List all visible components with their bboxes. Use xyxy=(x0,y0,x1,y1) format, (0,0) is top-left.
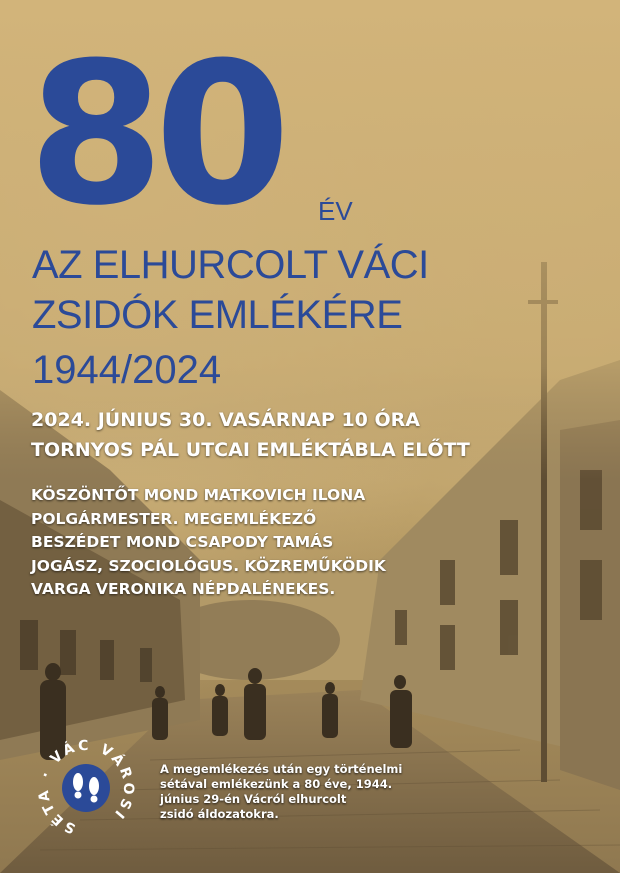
footnote-line: sétával emlékezünk a 80 éve, 1944. xyxy=(160,777,393,791)
footnote-line: A megemlékezés után egy történelmi xyxy=(160,762,403,776)
headline-line-1: AZ ELHURCOLT VÁCI xyxy=(32,243,429,287)
anniversary-suffix: ÉV xyxy=(318,196,353,226)
description-line: KÖSZÖNTŐT MOND MATKOVICH ILONA xyxy=(31,486,366,504)
event-date-time: 2024. JÚNIUS 30. VASÁRNAP 10 ÓRA xyxy=(31,409,421,431)
anniversary-number: 80 xyxy=(28,21,281,249)
event-location: TORNYOS PÁL UTCAI EMLÉKTÁBLA ELŐTT xyxy=(31,439,470,461)
footnote-line: június 29-én Vácról elhurcolt xyxy=(160,792,347,806)
logo-ring-text: SÉTA · VÁC VÁROSI xyxy=(35,738,137,837)
program-description xyxy=(31,484,451,602)
description-line: JOGÁSZ, SZOCIOLÓGUS. KÖZREMŰKÖDIK xyxy=(31,556,386,575)
headline-line-2: ZSIDÓK EMLÉKÉRE xyxy=(32,293,403,337)
years: 1944/2024 xyxy=(32,348,222,392)
footnote-line: zsidó áldozatokra. xyxy=(160,807,279,821)
vac-varosi-seta-logo xyxy=(28,738,144,838)
headline xyxy=(32,240,592,340)
description-line: BESZÉDET MOND CSAPODY TAMÁS xyxy=(31,533,334,551)
walk-note xyxy=(160,762,480,822)
description-line: VARGA VERONIKA NÉPDALÉNEKES. xyxy=(31,580,336,598)
description-line: POLGÁRMESTER. MEGEMLÉKEZŐ xyxy=(31,509,317,528)
